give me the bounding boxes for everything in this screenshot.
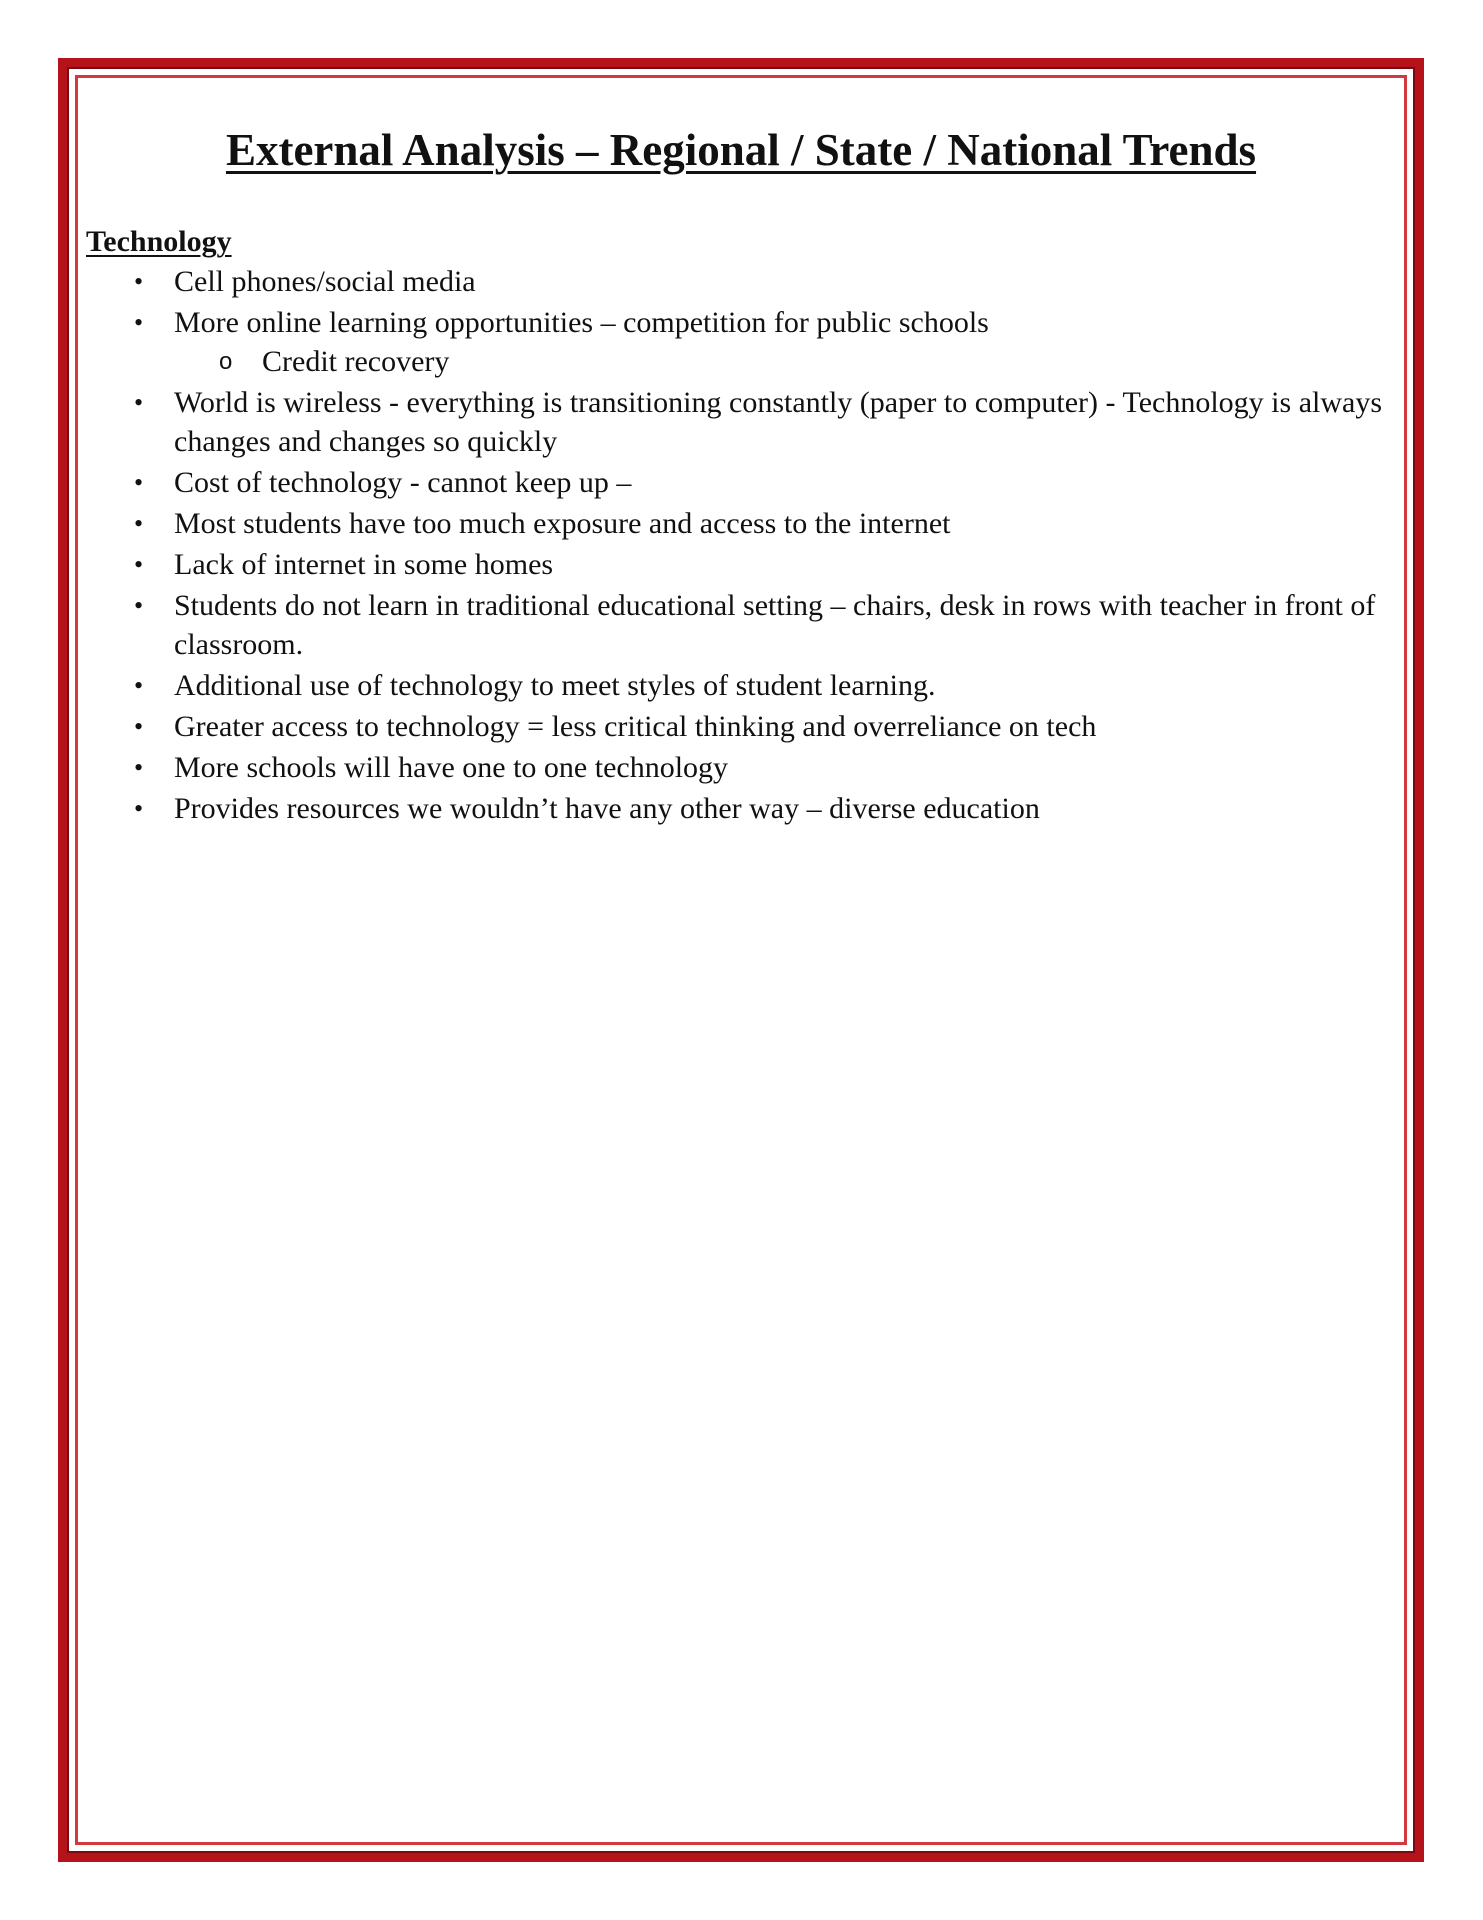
list-item-text: Lack of internet in some homes bbox=[174, 548, 554, 581]
page-title: External Analysis – Regional / State / National Trends bbox=[225, 125, 1257, 175]
list-item bbox=[86, 789, 1396, 828]
list-item-text: Provides resources we wouldn’t have any other way – diverse education bbox=[174, 792, 1040, 825]
list-item bbox=[86, 383, 1396, 461]
bullet-icon: • bbox=[134, 671, 144, 700]
bullet-icon: • bbox=[134, 509, 144, 538]
list-item bbox=[86, 463, 1396, 502]
bullet-icon: • bbox=[134, 550, 144, 579]
bullet-icon: • bbox=[134, 308, 144, 337]
section-heading-technology: Technology bbox=[86, 225, 232, 258]
list-item-text: Students do not learn in traditional educational setting – chairs, desk in rows with teacher in front of classroom. bbox=[174, 589, 1376, 661]
bullet-icon: • bbox=[134, 468, 144, 497]
document-content bbox=[86, 120, 1396, 830]
bullet-icon: • bbox=[134, 753, 144, 782]
list-item bbox=[86, 748, 1396, 787]
bullet-icon: • bbox=[134, 794, 144, 823]
list-item-text: Most students have too much exposure and access to the internet bbox=[174, 507, 951, 540]
list-item bbox=[86, 666, 1396, 705]
list-item-text: More schools will have one to one technology bbox=[174, 751, 729, 784]
sub-list bbox=[174, 342, 1396, 381]
list-item bbox=[86, 504, 1396, 543]
bullet-icon: • bbox=[134, 591, 144, 620]
list-item bbox=[86, 586, 1396, 664]
technology-list bbox=[86, 262, 1396, 828]
list-item bbox=[86, 545, 1396, 584]
list-item-text: Cost of technology - cannot keep up – bbox=[174, 466, 632, 499]
list-item bbox=[86, 303, 1396, 381]
list-item-text: Greater access to technology = less critical thinking and overreliance on tech bbox=[174, 710, 1097, 743]
list-item-text: World is wireless - everything is transitioning constantly (paper to computer) - Technology is always changes and changes so quickly bbox=[174, 386, 1382, 458]
sub-list-item bbox=[174, 342, 1396, 381]
bullet-icon: • bbox=[134, 712, 144, 741]
list-item bbox=[86, 707, 1396, 746]
sub-list-item-text: Credit recovery bbox=[262, 345, 450, 378]
list-item-text: More online learning opportunities – competition for public schools bbox=[174, 306, 989, 339]
bullet-icon: • bbox=[134, 267, 144, 296]
list-item-text: Cell phones/social media bbox=[174, 265, 476, 298]
hollow-bullet-icon: o bbox=[219, 348, 233, 375]
bullet-icon: • bbox=[134, 388, 144, 417]
list-item-text: Additional use of technology to meet styles of student learning. bbox=[174, 669, 936, 702]
list-item bbox=[86, 262, 1396, 301]
